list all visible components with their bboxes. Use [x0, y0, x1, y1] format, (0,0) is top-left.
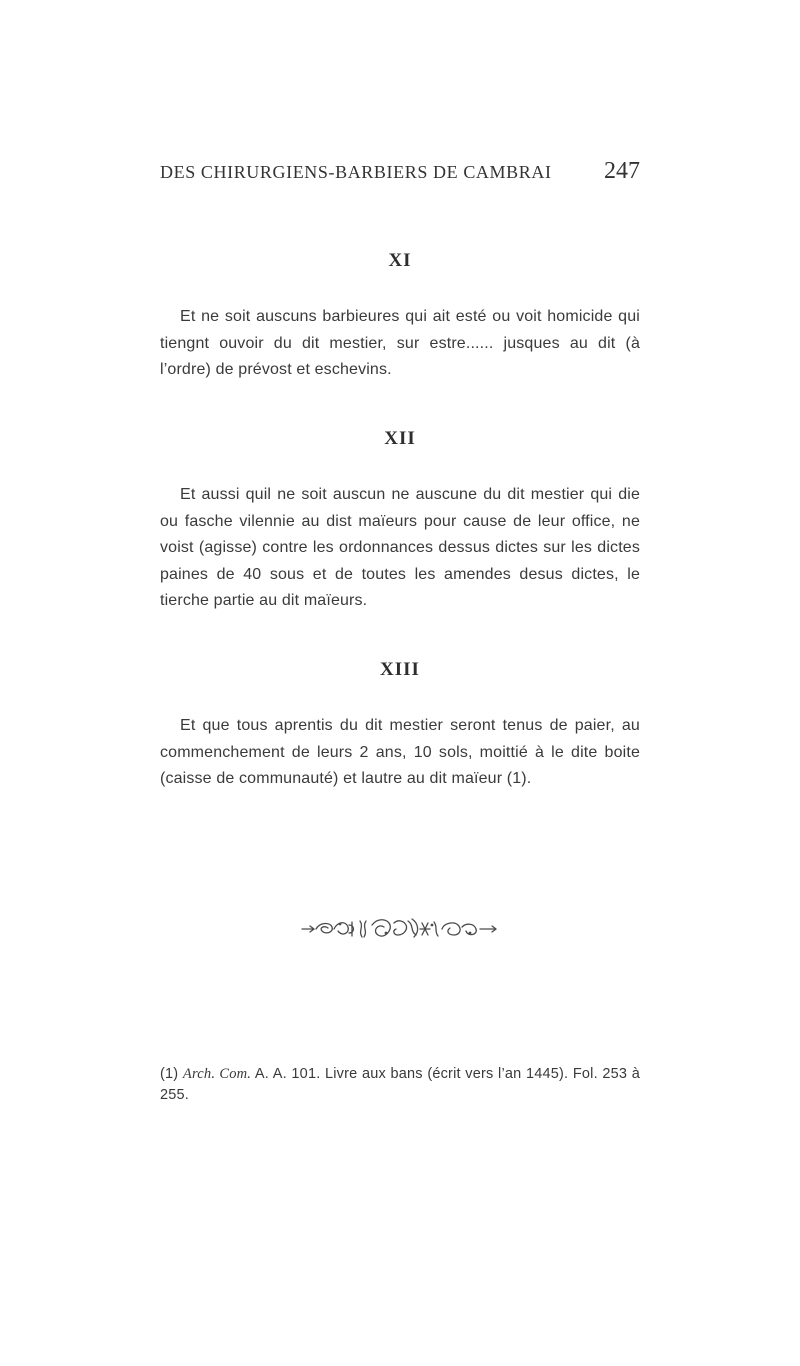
running-title: DES CHIRURGIENS-BARBIERS DE CAMBRAI [160, 162, 552, 182]
section-xii [160, 428, 640, 615]
section-paragraph: Et que tous aprentis du dit mestier seront tenus de paier, au commenchement de leurs 2 ans, 10 sols, moittié à le dite boite (caisse de communauté) et lautre au dit maïeur (1). [160, 717, 640, 787]
footnote-source: Arch. Com. [182, 1066, 252, 1082]
section-heading: XI [388, 250, 412, 271]
footnote-text: A. A. 101. Livre aux bans (écrit vers l’an 1445). Fol. 253 à 255. [160, 1066, 640, 1103]
section-paragraph: Et ne soit auscuns barbieures qui ait esté ou voit homicide qui tiengnt ouvoir du dit mestier, sur estre...... jusques au dit (à l’ordre) de prévost et eschevins. [160, 308, 640, 378]
page-number: 247 [604, 158, 640, 184]
footnote [160, 1064, 640, 1106]
section-paragraph: Et aussi quil ne soit auscun ne auscune du dit mestier qui die ou fasche vilennie au dist maïeurs pour cause de leur office, ne voist (agisse) contre les ordonnances dessus dictes sur les dictes paines de 40 sous et de toutes les amendes desus dictes, le tierche partie au dit maïeurs. [160, 486, 640, 609]
section-heading: XIII [380, 659, 420, 680]
footnote-marker: (1) [160, 1066, 179, 1082]
section-xi [160, 250, 640, 384]
decorative-ornament-icon [300, 913, 500, 945]
running-head [160, 158, 640, 185]
section-heading: XII [384, 428, 416, 449]
section-xiii [160, 659, 640, 793]
